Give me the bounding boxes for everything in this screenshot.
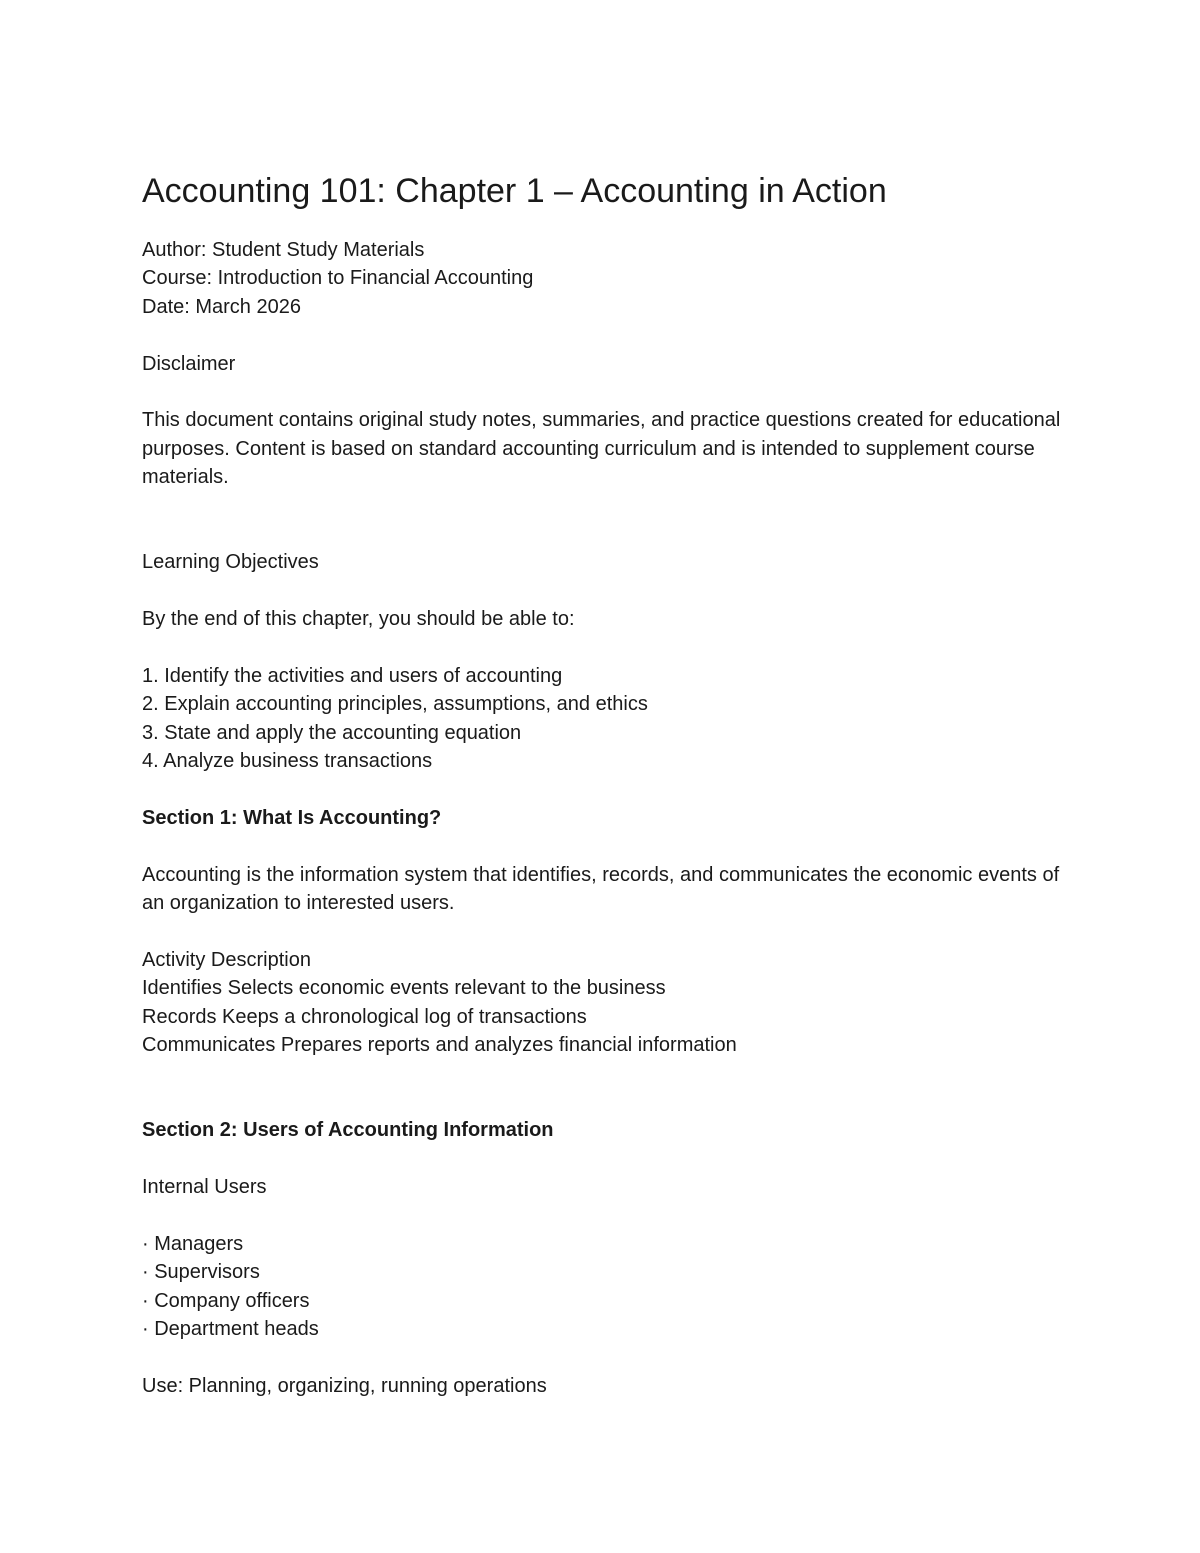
objectives-intro: By the end of this chapter, you should be able to: bbox=[142, 608, 575, 631]
course-line: Course: Introduction to Financial Accounting bbox=[142, 267, 534, 290]
author-line: Author: Student Study Materials bbox=[142, 239, 425, 261]
section2-heading: Section 2: Users of Accounting Information bbox=[142, 1119, 554, 1142]
document-page bbox=[142, 168, 1062, 1400]
spacer bbox=[142, 776, 1062, 804]
internal-users-heading: Internal Users bbox=[142, 1176, 267, 1199]
spacer bbox=[142, 577, 1062, 605]
activity-row: Records Keeps a chronological log of transactions bbox=[142, 1005, 587, 1028]
user-list-item: · Company officers bbox=[142, 1289, 310, 1312]
page-title: Accounting 101: Chapter 1 – Accounting in Action bbox=[142, 172, 887, 210]
spacer bbox=[142, 1202, 1062, 1230]
spacer bbox=[142, 1145, 1062, 1173]
objective-item: 2. Explain accounting principles, assumptions, and ethics bbox=[142, 693, 648, 716]
user-list-item: · Supervisors bbox=[142, 1261, 260, 1284]
objective-item: 3. State and apply the accounting equation bbox=[142, 721, 522, 744]
spacer bbox=[142, 918, 1062, 946]
objective-item: 4. Analyze business transactions bbox=[142, 750, 433, 773]
spacer bbox=[142, 1344, 1062, 1372]
activity-table-header: Activity Description bbox=[142, 949, 311, 972]
disclaimer-text: This document contains original study notes, summaries, and practice questions created for educational purposes. Content is based on standard accounting curriculum and is intended to supplement course materials. bbox=[142, 409, 1061, 489]
spacer bbox=[142, 634, 1062, 662]
user-list-item: · Managers bbox=[142, 1233, 244, 1256]
spacer bbox=[142, 321, 1062, 349]
user-list-item: · Department heads bbox=[142, 1318, 319, 1341]
activity-row: Identifies Selects economic events relevant to the business bbox=[142, 977, 666, 1000]
activity-row: Communicates Prepares reports and analyzes financial information bbox=[142, 1034, 737, 1057]
objective-item: 1. Identify the activities and users of accounting bbox=[142, 665, 563, 688]
date-line: Date: March 2026 bbox=[142, 295, 301, 318]
spacer bbox=[142, 1060, 1062, 1117]
objectives-heading: Learning Objectives bbox=[142, 551, 319, 574]
spacer bbox=[142, 492, 1062, 549]
disclaimer-heading: Disclaimer bbox=[142, 352, 236, 375]
section1-heading: Section 1: What Is Accounting? bbox=[142, 807, 442, 830]
spacer bbox=[142, 832, 1062, 860]
internal-users-use: Use: Planning, organizing, running operations bbox=[142, 1375, 547, 1398]
section1-text: Accounting is the information system that identifies, records, and communicates the economic events of an organization to interested users. bbox=[142, 863, 1060, 915]
spacer bbox=[142, 378, 1062, 406]
